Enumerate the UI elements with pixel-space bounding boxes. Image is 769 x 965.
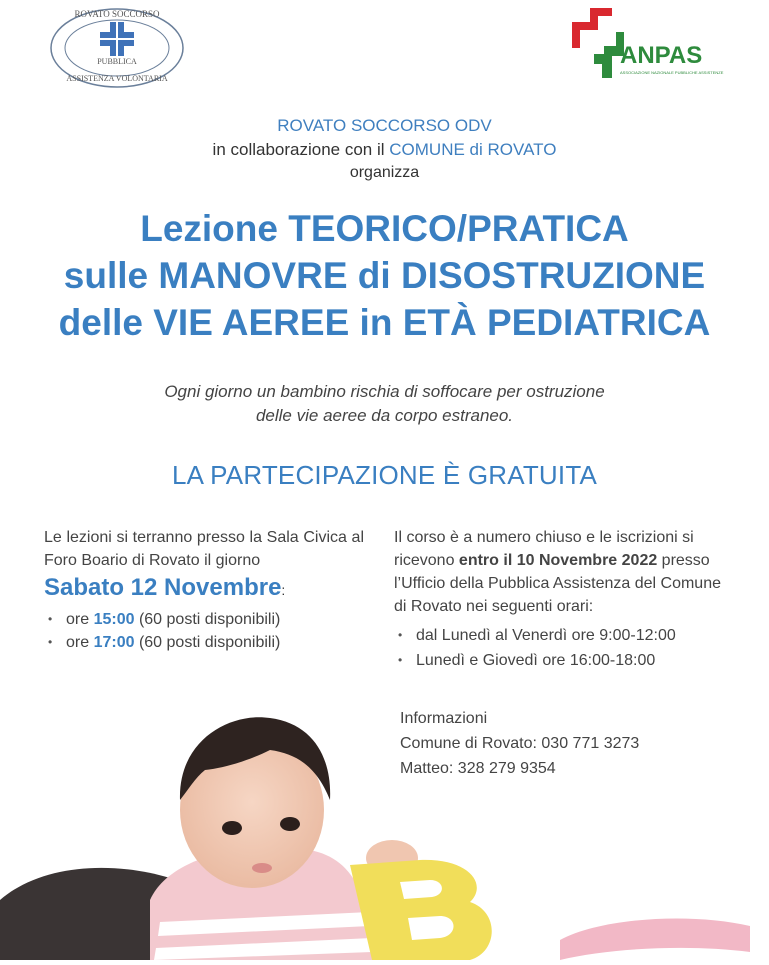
info-heading: Informazioni xyxy=(400,710,488,727)
registration-text-1: Il corso è a numero chiuso e le iscrizioni si ricevono xyxy=(394,529,694,569)
anpas-name: ANPAS xyxy=(620,42,703,69)
lesson-details xyxy=(44,526,364,654)
session-prefix: ore xyxy=(66,634,94,651)
logo-middle-text: PUBBLICA xyxy=(97,57,137,66)
lesson-location-text: Le lezioni si terranno presso la Sala Civica al Foro Boario di Rovato il giorno xyxy=(44,529,364,569)
title-line-2: sulle MANOVRE di DISOSTRUZIONE xyxy=(63,255,706,296)
organizer-name: ROVATO SOCCORSO ODV xyxy=(277,116,492,135)
event-title xyxy=(0,205,769,346)
session-prefix: ore xyxy=(66,611,94,628)
lesson-date xyxy=(44,576,364,602)
office-hours-item: • Lunedì e Giovedì ore 16:00-18:00 xyxy=(416,649,724,672)
rovato-soccorso-logo xyxy=(48,6,186,90)
collab-name: COMUNE di ROVATO xyxy=(389,140,557,159)
registration-text-2: presso l’Ufficio della Pubblica Assistenza del Comune di Rovato nei seguenti orari: xyxy=(394,552,721,615)
office-hours-item: • dal Lunedì al Venerdì ore 9:00-12:00 xyxy=(416,624,724,647)
logo-bottom-text: ASSISTENZA VOLONTARIA xyxy=(66,74,168,83)
organizza-text: organizza xyxy=(349,164,420,181)
lesson-date-text: Sabato 12 Novembre xyxy=(44,574,282,601)
registration-text xyxy=(394,526,724,618)
office-hours-list xyxy=(394,624,724,672)
contact-info xyxy=(400,706,639,781)
title-line-1: Lezione TEORICO/PRATICA xyxy=(140,208,629,249)
info-phone-matteo: Matteo: 328 279 9354 xyxy=(400,760,556,777)
session-time: 15:00 xyxy=(93,611,135,628)
lesson-date-colon: : xyxy=(281,582,286,598)
session-list xyxy=(44,608,364,654)
free-participation-notice: LA PARTECIPAZIONE È GRATUITA xyxy=(171,460,598,490)
collaboration-line xyxy=(0,140,769,160)
session-time: 17:00 xyxy=(93,634,135,651)
intro-line-2: delle vie aeree da corpo estraneo. xyxy=(255,406,514,425)
session-seats: (60 posti disponibili) xyxy=(134,611,281,628)
session-item xyxy=(66,631,364,654)
anpas-logo xyxy=(572,8,722,84)
baby-photo xyxy=(0,690,769,960)
anpas-subtitle: ASSOCIAZIONE NAZIONALE PUBBLICHE ASSISTENZE xyxy=(620,70,724,75)
session-seats: (60 posti disponibili) xyxy=(134,634,281,651)
session-item xyxy=(66,608,364,631)
intro-text xyxy=(0,380,769,428)
info-phone-comune: Comune di Rovato: 030 771 3273 xyxy=(400,735,640,752)
title-line-3: delle VIE AEREE in ETÀ PEDIATRICA xyxy=(58,302,711,343)
collab-prefix: in collaborazione con il xyxy=(212,140,390,159)
intro-line-1: Ogni giorno un bambino rischia di soffocare per ostruzione xyxy=(164,382,605,401)
registration-details xyxy=(394,526,724,672)
registration-deadline: entro il 10 Novembre 2022 xyxy=(458,552,658,569)
logo-top-text: ROVATO SOCCORSO xyxy=(74,9,160,19)
